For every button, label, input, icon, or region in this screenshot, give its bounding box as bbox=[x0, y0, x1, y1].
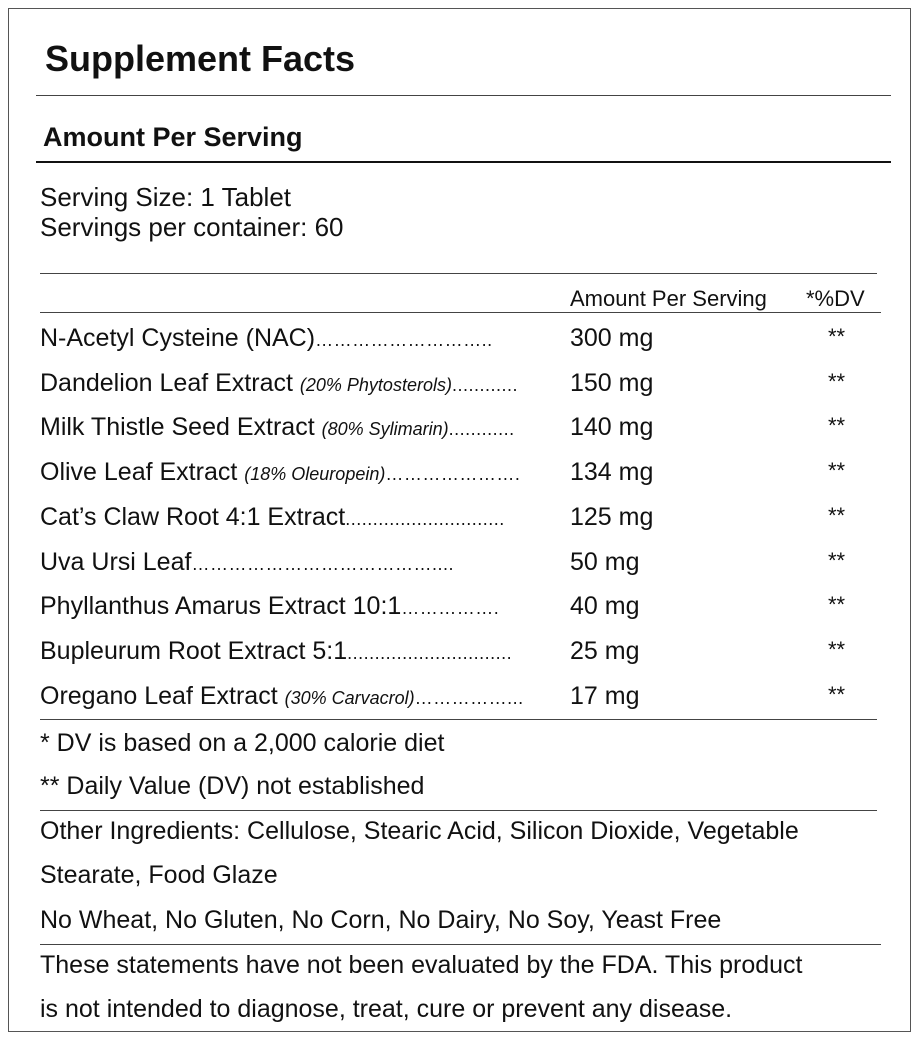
ingredient-dv: ** bbox=[828, 636, 846, 662]
ingredient-label: Phyllanthus Amarus Extract 10:1 bbox=[40, 592, 402, 621]
other-ingredients: Other Ingredients: Cellulose, Stearic Acid, Silicon Dioxide, Vegetable bbox=[40, 817, 799, 845]
ingredient-label: Uva Ursi Leaf bbox=[40, 547, 192, 576]
divider bbox=[40, 944, 881, 945]
leader-dots: ……………... bbox=[414, 687, 524, 708]
ingredient-dv: ** bbox=[828, 502, 846, 528]
column-header-amount: Amount Per Serving bbox=[570, 286, 767, 311]
other-ingredients-continued: Stearate, Food Glaze bbox=[40, 861, 278, 889]
ingredient-name bbox=[40, 637, 512, 666]
ingredient-label: Milk Thistle Seed Extract bbox=[40, 413, 315, 442]
section-heading: Amount Per Serving bbox=[43, 122, 303, 152]
allergen-statement: No Wheat, No Gluten, No Corn, No Dairy, No Soy, Yeast Free bbox=[40, 906, 722, 934]
ingredient-amount: 40 mg bbox=[570, 592, 640, 621]
ingredient-row bbox=[40, 458, 880, 498]
ingredient-name bbox=[40, 682, 524, 711]
ingredient-amount: 125 mg bbox=[570, 502, 654, 531]
ingredient-amount: 134 mg bbox=[570, 458, 654, 487]
ingredient-standardization: (30% Carvacrol) bbox=[284, 687, 415, 708]
ingredient-dv: ** bbox=[828, 547, 846, 573]
ingredient-amount: 300 mg bbox=[570, 324, 654, 352]
footnote-dv-basis: * DV is based on a 2,000 calorie diet bbox=[40, 729, 445, 757]
fda-disclaimer-continued: is not intended to diagnose, treat, cure or prevent any disease. bbox=[40, 995, 733, 1023]
leader-dots: ............................. bbox=[345, 508, 505, 529]
leader-dots: ............ bbox=[448, 419, 515, 440]
divider-thick bbox=[36, 161, 891, 163]
ingredient-standardization: (18% Oleuropein) bbox=[244, 464, 386, 485]
leader-dots: .............................. bbox=[347, 642, 513, 663]
ingredient-row bbox=[40, 592, 880, 632]
ingredient-amount: 50 mg bbox=[570, 547, 640, 576]
ingredient-row bbox=[40, 369, 880, 409]
ingredient-name bbox=[40, 369, 518, 398]
ingredient-label: N-Acetyl Cysteine (NAC) bbox=[40, 324, 316, 352]
ingredient-name bbox=[40, 458, 520, 487]
label-title: Supplement Facts bbox=[45, 38, 356, 79]
ingredient-amount: 17 mg bbox=[570, 681, 640, 710]
ingredient-label: Olive Leaf Extract bbox=[40, 458, 238, 487]
ingredient-name bbox=[40, 503, 505, 532]
ingredient-row bbox=[40, 637, 880, 677]
ingredient-amount: 150 mg bbox=[570, 368, 654, 397]
divider bbox=[40, 273, 877, 274]
ingredient-name bbox=[40, 592, 499, 621]
ingredient-name bbox=[40, 413, 515, 442]
leader-dots: ............ bbox=[451, 374, 518, 395]
ingredient-row bbox=[40, 682, 880, 722]
ingredient-standardization: (80% Sylimarin) bbox=[321, 419, 449, 440]
divider bbox=[36, 95, 891, 96]
servings-per-container: Servings per container: 60 bbox=[40, 212, 344, 242]
leader-dots: ……………. bbox=[401, 598, 500, 619]
ingredient-dv: ** bbox=[828, 458, 846, 484]
column-header-dv: *%DV bbox=[806, 286, 865, 311]
ingredient-row bbox=[40, 503, 880, 543]
ingredient-label: Dandelion Leaf Extract bbox=[40, 368, 293, 397]
leader-dots: …………………. bbox=[385, 464, 521, 485]
ingredient-name bbox=[40, 324, 493, 353]
fda-disclaimer: These statements have not been evaluated by the FDA. This product bbox=[40, 951, 803, 979]
ingredient-amount: 25 mg bbox=[570, 636, 640, 665]
ingredient-label: Oregano Leaf Extract bbox=[40, 681, 278, 710]
footnote-dv-not-established: ** Daily Value (DV) not established bbox=[40, 772, 425, 800]
ingredient-dv: ** bbox=[828, 592, 846, 618]
ingredient-row bbox=[40, 324, 880, 364]
ingredient-dv: ** bbox=[828, 413, 846, 439]
divider bbox=[40, 719, 877, 720]
ingredient-standardization: (20% Phytosterols) bbox=[299, 374, 452, 395]
ingredient-dv: ** bbox=[828, 681, 846, 707]
ingredient-dv: ** bbox=[828, 324, 846, 349]
leader-dots: ……………………….. bbox=[315, 330, 493, 350]
ingredient-dv: ** bbox=[828, 368, 846, 394]
ingredient-amount: 140 mg bbox=[570, 413, 654, 442]
ingredient-label: Bupleurum Root Extract 5:1 bbox=[40, 636, 348, 665]
ingredient-row bbox=[40, 548, 880, 588]
divider bbox=[40, 312, 881, 313]
ingredient-label: Cat’s Claw Root 4:1 Extract bbox=[40, 502, 346, 531]
leader-dots: ………………………………….... bbox=[191, 553, 454, 574]
ingredient-name bbox=[40, 548, 454, 577]
divider bbox=[40, 810, 877, 811]
ingredient-row bbox=[40, 413, 880, 453]
serving-size: Serving Size: 1 Tablet bbox=[40, 182, 291, 212]
